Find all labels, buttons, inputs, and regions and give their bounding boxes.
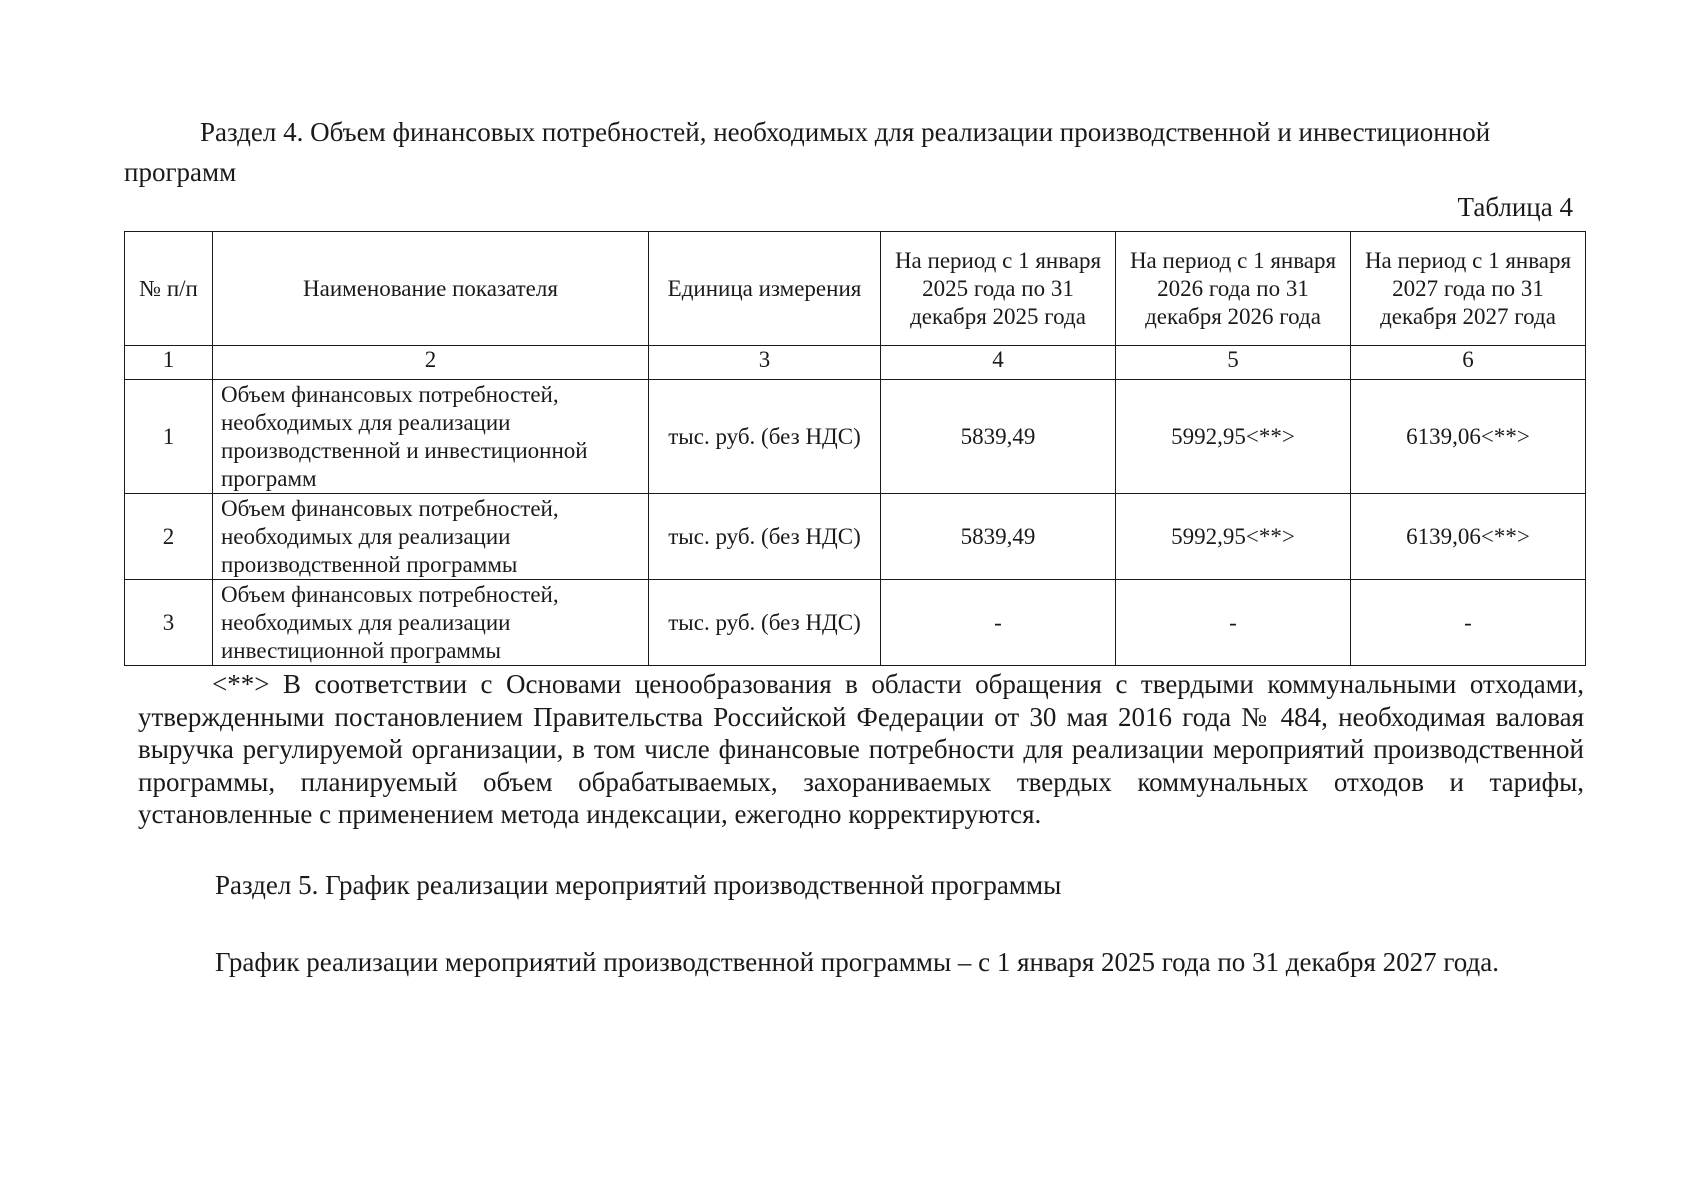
row-value-2025: -: [881, 580, 1116, 666]
column-number: 4: [881, 346, 1116, 380]
row-value-2026: -: [1116, 580, 1351, 666]
row-num: 1: [125, 380, 213, 494]
section-5-title: Раздел 5. График реализации мероприятий производственной программы: [215, 870, 1062, 900]
footnote: <**> В соответствии с Основами ценообразования в области обращения с твердыми коммунальными отходами, утвержденными постановлением Правительства Российской Федерации от 30 мая 2016 года № 484, необходимая валовая выручка регулируемой организации, в том числе финансовые потребности для реализации мероприятий производственной программы, планируемый объем обрабатываемых, захораниваемых твердых коммунальных отходов и тарифы, установленные с применением метода индексации, ежегодно корректируются.: [138, 669, 1584, 829]
table-header-row: [125, 232, 1586, 346]
header-num: № п/п: [125, 232, 213, 346]
column-number: 6: [1351, 346, 1586, 380]
header-name: Наименование показателя: [213, 232, 649, 346]
column-number: 5: [1116, 346, 1351, 380]
header-period-2026: На период с 1 января 2026 года по 31 декабря 2026 года: [1116, 232, 1351, 346]
financial-needs-table: [124, 231, 1586, 666]
row-unit: тыс. руб. (без НДС): [649, 580, 881, 666]
schedule-text: График реализации мероприятий производственной программы – с 1 января 2025 года по 31 декабря 2027 года.: [215, 947, 1499, 977]
column-number: 3: [649, 346, 881, 380]
section-4-title: Раздел 4. Объем финансовых потребностей, необходимых для реализации производственной и инвестиционной программ: [124, 117, 1491, 187]
row-value-2026: 5992,95<**>: [1116, 380, 1351, 494]
table-caption: Таблица 4: [1457, 192, 1573, 222]
row-num: 2: [125, 494, 213, 580]
row-value-2027: 6139,06<**>: [1351, 380, 1586, 494]
table-row: [125, 380, 1586, 494]
row-value-2027: -: [1351, 580, 1586, 666]
row-value-2027: 6139,06<**>: [1351, 494, 1586, 580]
header-unit: Единица измерения: [649, 232, 881, 346]
column-numbers-row: [125, 346, 1586, 380]
row-value-2025: 5839,49: [881, 380, 1116, 494]
table-row: [125, 494, 1586, 580]
row-indicator-name: Объем финансовых потребностей, необходимых для реализации инвестиционной программы: [213, 580, 649, 666]
row-indicator-name: Объем финансовых потребностей, необходимых для реализации производственной программы: [213, 494, 649, 580]
row-value-2025: 5839,49: [881, 494, 1116, 580]
row-unit: тыс. руб. (без НДС): [649, 494, 881, 580]
header-period-2025: На период с 1 января 2025 года по 31 декабря 2025 года: [881, 232, 1116, 346]
row-value-2026: 5992,95<**>: [1116, 494, 1351, 580]
table-row: [125, 580, 1586, 666]
column-number: 2: [213, 346, 649, 380]
column-number: 1: [125, 346, 213, 380]
header-period-2027: На период с 1 января 2027 года по 31 декабря 2027 года: [1351, 232, 1586, 346]
row-indicator-name: Объем финансовых потребностей, необходимых для реализации производственной и инвестиционной программ: [213, 380, 649, 494]
row-unit: тыс. руб. (без НДС): [649, 380, 881, 494]
row-num: 3: [125, 580, 213, 666]
